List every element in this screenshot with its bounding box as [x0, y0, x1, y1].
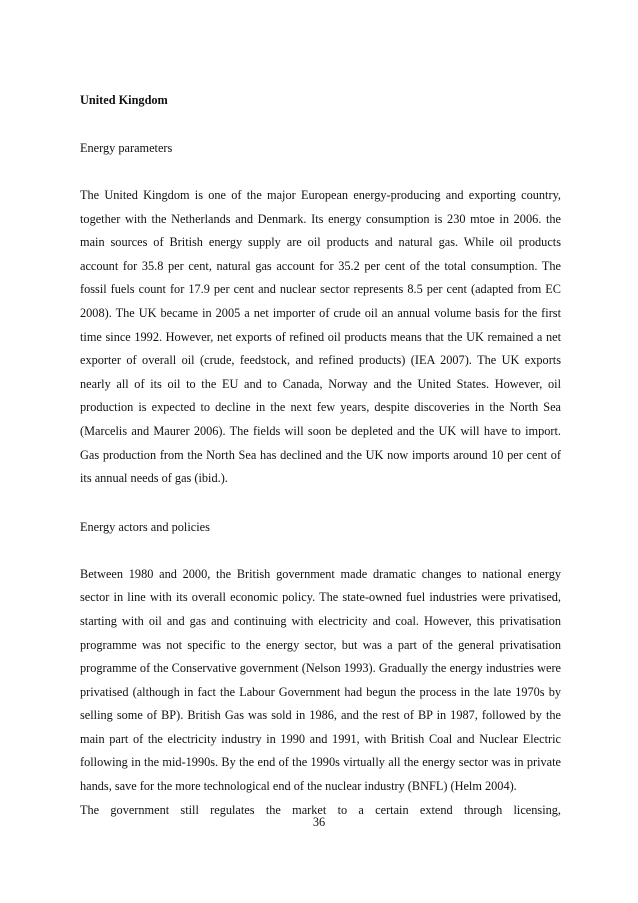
section-title-energy-parameters: Energy parameters: [80, 141, 173, 155]
country-heading: United Kingdom: [80, 93, 168, 107]
paragraph-trailing-line: The government still regulates the market to a certain extend through licensing,: [80, 802, 561, 817]
paragraph-energy-parameters: The United Kingdom is one of the major European energy-producing and exporting country, together with the Netherlands and Denmark. Its energy consumption is 230 mtoe in 2006. the main sources of British energy supply are oil products and natural gas. While oil products account for 35.8 per cent, natural gas account for 35.2 per cent of the total consumption. The fossil fuels count for 17.9 per cent and nuclear sector represents 8.5 per cent (adapted from EC 2008). The UK became in 2005 a net importer of crude oil an annual volume basis for the first time since 1992. However, net exports of refined oil products means that the UK remained a net exporter of overall oil (crude, feedstock, and refined products) (IEA 2007). The UK exports nearly all of its oil to the EU and to Canada, Norway and the United States. However, oil production is expected to decline in the next few years, despite discoveries in the North Sea (Marcelis and Maurer 2006). The fields will soon be depleted and the UK will have to import. Gas production from the North Sea has declined and the UK now imports around 10 per cent of its annual needs of gas (ibid.).: [80, 188, 561, 486]
spacer: [80, 160, 561, 184]
paragraph-energy-actors: Between 1980 and 2000, the British government made dramatic changes to national energy sector in line with its overall economic policy. The state-owned fuel industries were privatised, starting with oil and gas and continuing with electricity and coal. However, this privatisation programme was not specific to the energy sector, but was a part of the general privatisation programme of the Conservative government (Nelson 1993). Gradually the energy industries were privatised (although in fact the Labour Government had begun the process in the late 1970s by selling some of BP). British Gas was sold in 1986, and the rest of BP in 1987, followed by the main part of the electricity industry in 1990 and 1991, with British Coal and Nuclear Electric following in the mid-1990s. By the end of the 1990s virtually all the energy sector was in private hands, save for the more technological end of the nuclear industry (BNFL) (Helm 2004).: [80, 566, 561, 794]
section-title-energy-actors: Energy actors and policies: [80, 519, 210, 534]
spacer: [80, 491, 561, 515]
spacer: [80, 112, 561, 136]
spacer: [80, 539, 561, 563]
page-number: 36: [312, 815, 326, 829]
page-content: [80, 88, 561, 822]
